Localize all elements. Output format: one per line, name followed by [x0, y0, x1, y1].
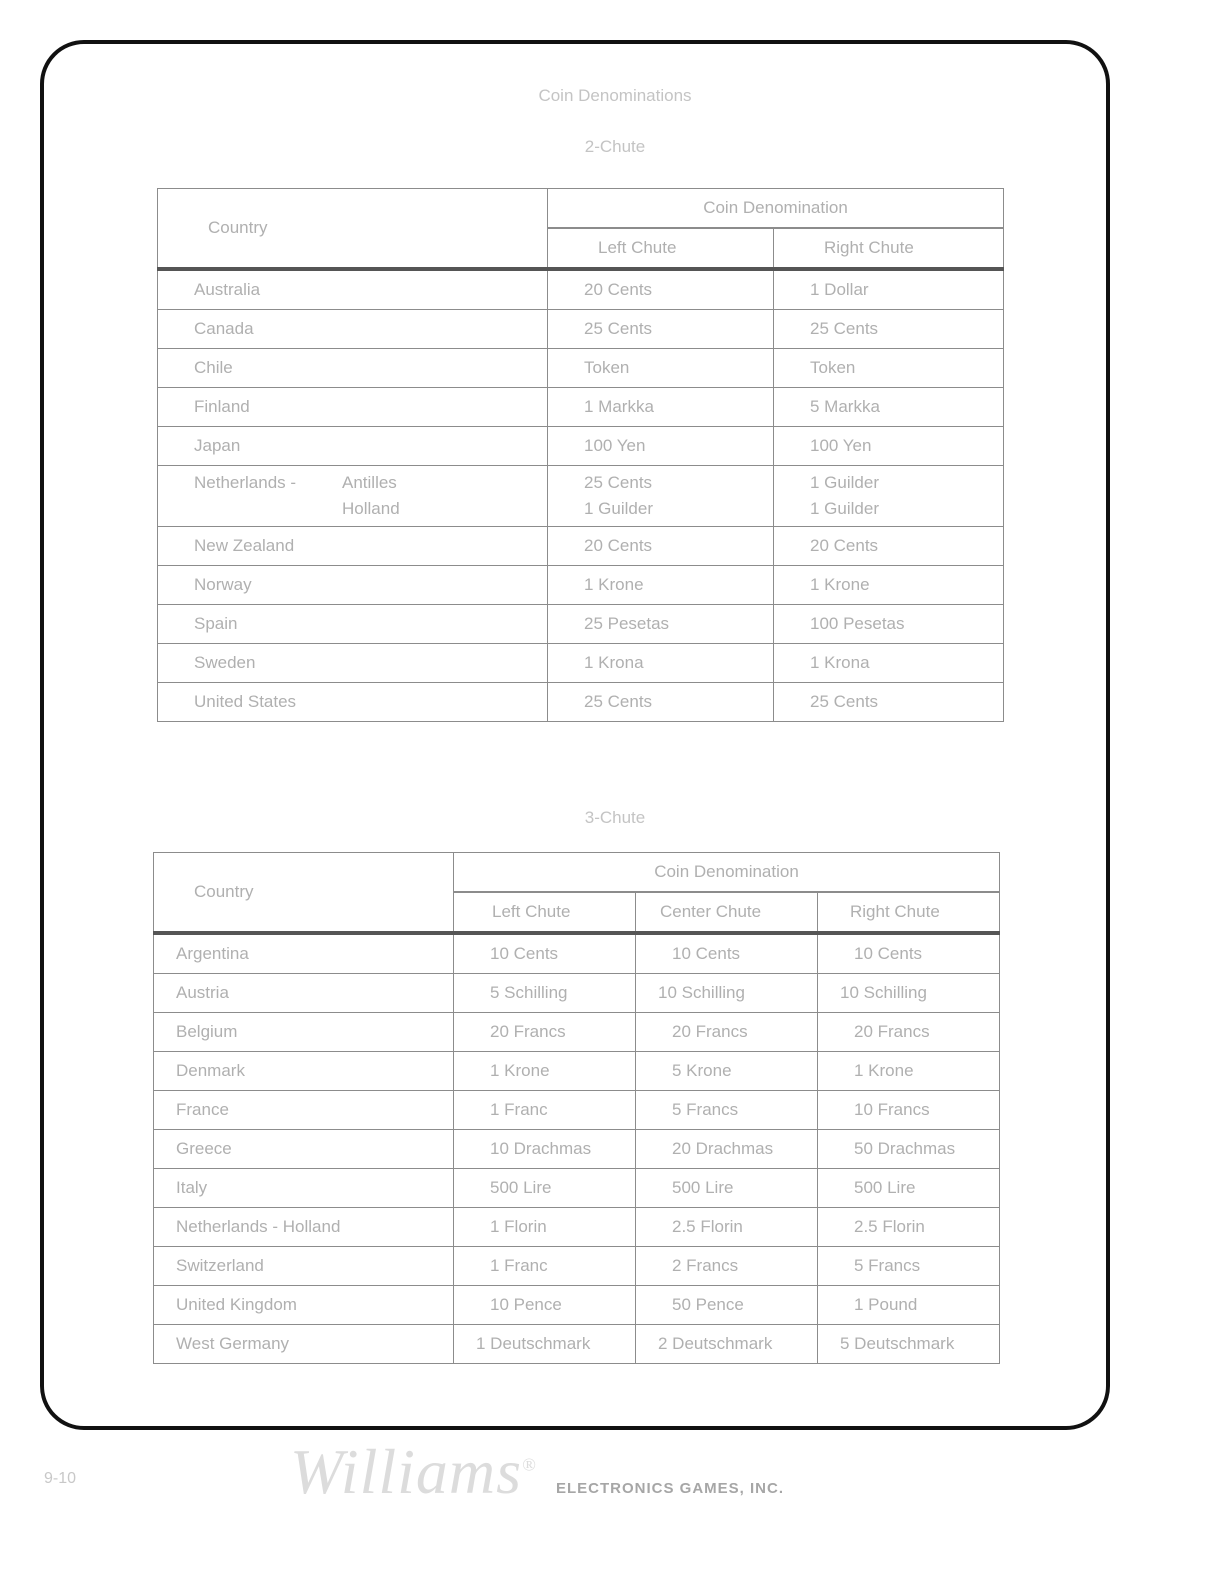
table-row	[154, 1013, 1000, 1052]
center-chute-header: Center Chute	[636, 892, 818, 933]
table-row	[158, 310, 1004, 349]
table-row	[154, 1169, 1000, 1208]
table-row	[158, 466, 1004, 527]
left-chute-cell: 1 Krone	[454, 1052, 636, 1091]
region-name: Antilles	[342, 473, 397, 492]
country-cell: Chile	[158, 349, 548, 388]
country-cell: United Kingdom	[154, 1286, 454, 1325]
left-chute-cell	[548, 466, 774, 527]
right-chute-cell: 1 Krona	[774, 644, 1004, 683]
right-chute-header: Right Chute	[818, 892, 1000, 933]
left-chute-cell: 25 Cents	[548, 683, 774, 722]
right-chute-cell: 5 Francs	[818, 1247, 1000, 1286]
right-chute-cell: 1 Dollar	[774, 269, 1004, 310]
country-cell: Japan	[158, 427, 548, 466]
country-cell: France	[154, 1091, 454, 1130]
country-cell: Austria	[154, 974, 454, 1013]
center-chute-cell: 20 Francs	[636, 1013, 818, 1052]
country-cell: West Germany	[154, 1325, 454, 1364]
coin-denomination-header: Coin Denomination	[548, 189, 1004, 229]
right-chute-cell: 10 Francs	[818, 1091, 1000, 1130]
left-chute-cell: 20 Cents	[548, 269, 774, 310]
right-chute-cell: 25 Cents	[774, 310, 1004, 349]
country-cell: Spain	[158, 605, 548, 644]
left-chute-cell: 1 Krona	[548, 644, 774, 683]
page-title: Coin Denominations	[538, 86, 692, 105]
table-row	[154, 1091, 1000, 1130]
country-cell: Argentina	[154, 933, 454, 974]
company-name: ELECTRONICS GAMES, INC.	[556, 1480, 785, 1497]
left-chute-header: Left Chute	[548, 228, 774, 269]
center-chute-cell: 50 Pence	[636, 1286, 818, 1325]
three-chute-table	[153, 852, 1000, 1364]
left-chute-cell: 25 Pesetas	[548, 605, 774, 644]
table-row	[154, 1130, 1000, 1169]
williams-logo: Williams®	[290, 1436, 537, 1507]
country-cell: Greece	[154, 1130, 454, 1169]
left-chute-cell: Token	[548, 349, 774, 388]
table-row	[154, 1325, 1000, 1364]
right-chute-cell: 5 Deutschmark	[818, 1325, 1000, 1364]
right-chute-cell: 1 Krone	[818, 1052, 1000, 1091]
country-header: Country	[158, 189, 548, 270]
right-chute-cell	[774, 466, 1004, 527]
left-chute-header: Left Chute	[454, 892, 636, 933]
table-row	[158, 683, 1004, 722]
center-chute-cell: 10 Schilling	[636, 974, 818, 1013]
left-chute-cell: 10 Pence	[454, 1286, 636, 1325]
table-row	[154, 1052, 1000, 1091]
country-cell: Netherlands - Holland	[154, 1208, 454, 1247]
right-chute-cell: 2.5 Florin	[818, 1208, 1000, 1247]
left-chute-cell: 1 Deutschmark	[454, 1325, 636, 1364]
right-chute-cell: 10 Schilling	[818, 974, 1000, 1013]
country-cell: Sweden	[158, 644, 548, 683]
right-chute-cell: 1 Krone	[774, 566, 1004, 605]
value-text: 25 Cents	[584, 473, 653, 492]
value-text: 1 Guilder	[810, 499, 879, 518]
table-row	[154, 974, 1000, 1013]
right-chute-cell: Token	[774, 349, 1004, 388]
right-chute-cell: 100 Pesetas	[774, 605, 1004, 644]
table-row	[154, 1208, 1000, 1247]
country-cell: Switzerland	[154, 1247, 454, 1286]
left-chute-cell: 1 Franc	[454, 1247, 636, 1286]
table2-heading: 3-Chute	[584, 808, 646, 827]
table-row	[158, 605, 1004, 644]
center-chute-cell: 2.5 Florin	[636, 1208, 818, 1247]
left-chute-cell: 1 Franc	[454, 1091, 636, 1130]
right-chute-cell: 5 Markka	[774, 388, 1004, 427]
table-row	[154, 1247, 1000, 1286]
table-row	[154, 933, 1000, 974]
right-chute-cell: 1 Pound	[818, 1286, 1000, 1325]
country-name: Netherlands -	[194, 473, 297, 492]
country-cell: Belgium	[154, 1013, 454, 1052]
country-header: Country	[154, 853, 454, 934]
center-chute-cell: 500 Lire	[636, 1169, 818, 1208]
country-cell: Canada	[158, 310, 548, 349]
center-chute-cell: 2 Francs	[636, 1247, 818, 1286]
right-chute-cell: 20 Francs	[818, 1013, 1000, 1052]
country-cell: United States	[158, 683, 548, 722]
left-chute-cell: 10 Cents	[454, 933, 636, 974]
center-chute-cell: 5 Krone	[636, 1052, 818, 1091]
table-row	[158, 269, 1004, 310]
table-row	[158, 388, 1004, 427]
country-cell: Denmark	[154, 1052, 454, 1091]
table-row	[158, 644, 1004, 683]
right-chute-cell: 25 Cents	[774, 683, 1004, 722]
left-chute-cell: 20 Cents	[548, 527, 774, 566]
country-cell: Norway	[158, 566, 548, 605]
center-chute-cell: 5 Francs	[636, 1091, 818, 1130]
center-chute-cell: 20 Drachmas	[636, 1130, 818, 1169]
right-chute-cell: 100 Yen	[774, 427, 1004, 466]
center-chute-cell: 2 Deutschmark	[636, 1325, 818, 1364]
left-chute-cell: 1 Florin	[454, 1208, 636, 1247]
country-cell: Australia	[158, 269, 548, 310]
two-chute-table	[157, 188, 1004, 722]
right-chute-cell: 10 Cents	[818, 933, 1000, 974]
table1-heading: 2-Chute	[584, 137, 646, 156]
value-text: 1 Guilder	[584, 499, 653, 518]
right-chute-cell: 50 Drachmas	[818, 1130, 1000, 1169]
country-cell: Finland	[158, 388, 548, 427]
right-chute-cell: 20 Cents	[774, 527, 1004, 566]
left-chute-cell: 25 Cents	[548, 310, 774, 349]
left-chute-cell: 100 Yen	[548, 427, 774, 466]
right-chute-header: Right Chute	[774, 228, 1004, 269]
country-cell: Italy	[154, 1169, 454, 1208]
left-chute-cell: 1 Krone	[548, 566, 774, 605]
coin-denomination-header: Coin Denomination	[454, 853, 1000, 893]
center-chute-cell: 10 Cents	[636, 933, 818, 974]
left-chute-cell: 10 Drachmas	[454, 1130, 636, 1169]
country-cell	[158, 466, 548, 527]
table-row	[158, 566, 1004, 605]
table-row	[154, 1286, 1000, 1325]
left-chute-cell: 500 Lire	[454, 1169, 636, 1208]
value-text: 1 Guilder	[810, 473, 879, 492]
table-row	[158, 349, 1004, 388]
left-chute-cell: 5 Schilling	[454, 974, 636, 1013]
right-chute-cell: 500 Lire	[818, 1169, 1000, 1208]
table-row	[158, 527, 1004, 566]
country-cell: New Zealand	[158, 527, 548, 566]
page-number: 9-10	[44, 1470, 77, 1487]
left-chute-cell: 20 Francs	[454, 1013, 636, 1052]
region-name: Holland	[342, 499, 400, 518]
table-row	[158, 427, 1004, 466]
left-chute-cell: 1 Markka	[548, 388, 774, 427]
